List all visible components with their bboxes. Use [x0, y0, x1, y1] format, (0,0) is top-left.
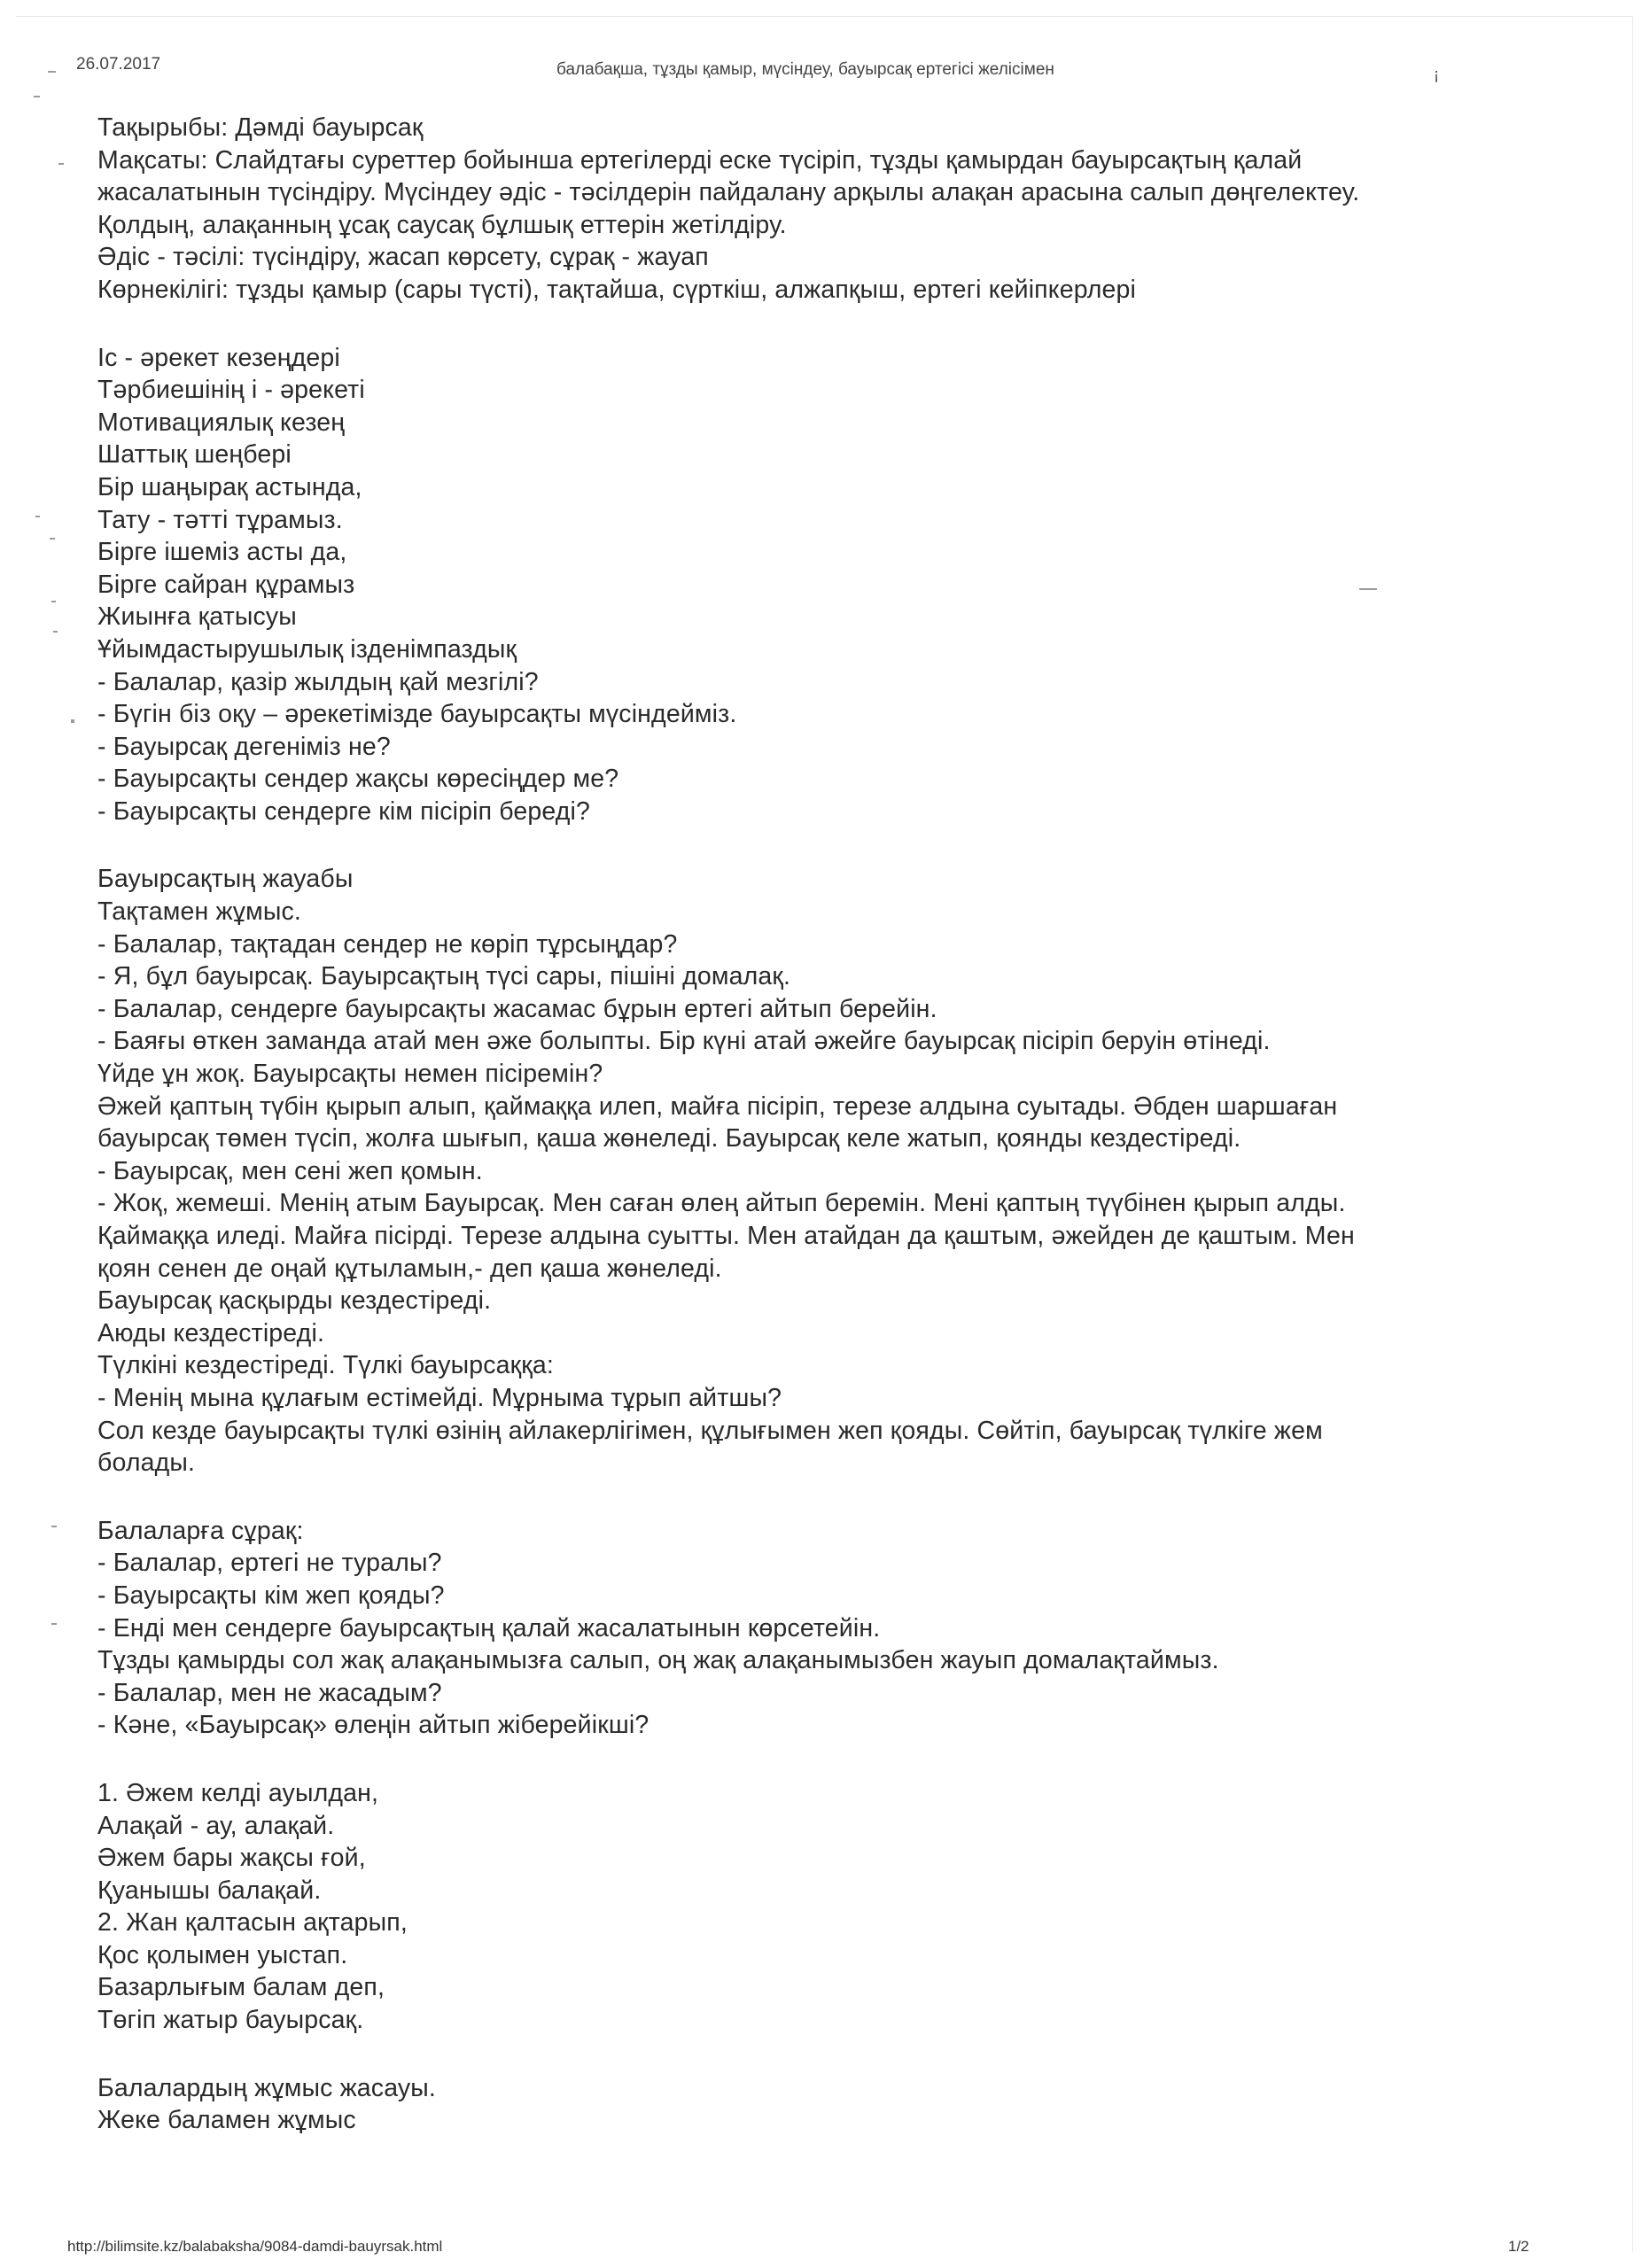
- text-line: - Я, бұл бауырсақ. Бауырсақтың түсі сары, пішіні домалақ.: [97, 962, 791, 991]
- questions-block: [97, 1515, 1568, 1742]
- text-line: Іс - әрекет кезеңдері: [97, 343, 340, 372]
- page-header: [0, 55, 1649, 90]
- scan-speck: [50, 538, 55, 540]
- header-title: балабақша, тұзды қамыр, мүсіндеу, бауырсақ ертегісі желісімен: [556, 60, 1054, 79]
- scan-speck: [58, 163, 64, 165]
- song-line: Қуанышы балақай.: [97, 1876, 322, 1905]
- song-line: Базарлығым балам деп,: [97, 1973, 385, 2002]
- text-line: Қаймаққа иледі. Майға пісірді. Терезе алдына суытты. Мен атайдан да қаштым, әжейден де қаштым. Мен: [97, 1222, 1355, 1250]
- activity-block: [97, 342, 1568, 828]
- method-line: Әдіс - тәсілі: түсіндіру, жасап көрсету, сұрақ - жауап: [97, 243, 709, 272]
- text-line: Ұйымдастырушылық ізденімпаздық: [97, 634, 517, 664]
- goal-line: жасалатынын түсіндіру. Мүсіндеу әдіс - тәсілдерін пайдалану арқылы алақан арасына салып дөңгелектеу.: [97, 178, 1360, 207]
- song-line: Алақай - ау, алақай.: [97, 1811, 335, 1840]
- text-line: - Кәне, «Бауырсақ» өлеңін айтып жіберейікші?: [97, 1711, 649, 1740]
- text-line: Жиынға қатысуы: [97, 602, 297, 632]
- text-line: Мотивациялық кезең: [97, 408, 346, 437]
- spacer: [97, 1480, 1568, 1515]
- scan-speck: [51, 601, 56, 602]
- text-line: Үйде ұн жоқ. Бауырсақты немен пісіремін?: [97, 1060, 603, 1089]
- spacer: [97, 307, 1568, 342]
- text-line: Бірге ішеміз асты да,: [97, 538, 347, 567]
- scan-speck: [48, 71, 56, 73]
- text-line: Бір шаңырақ астында,: [97, 472, 362, 501]
- text-line: Әжей қаптың түбін қырып алып, қаймаққа илеп, майға пісіріп, терезе алдына суытады. Әбден шаршаған: [97, 1091, 1338, 1121]
- song-line: Қос қолымен уыстап.: [97, 1940, 348, 1969]
- text-line: - Бауырсақты сендерге кім пісіріп береді?: [97, 796, 591, 826]
- text-line: - Балалар, қазір жылдың қай мезгілі?: [97, 667, 539, 696]
- text-line: Тұзды қамырды сол жақ алақанымызға салып, оң жақ алақанымызбен жауып домалақтаймыз.: [97, 1646, 1219, 1675]
- text-line: Бауырсақ қасқырды кездестіреді.: [97, 1286, 492, 1316]
- scan-speck: [71, 719, 74, 723]
- text-line: Тақтамен жұмыс.: [97, 897, 301, 927]
- header-date: 26.07.2017: [76, 55, 161, 74]
- text-line: Түлкіні кездестіреді. Түлкі бауырсаққа:: [97, 1351, 554, 1380]
- song-block: [97, 1777, 1568, 2037]
- text-line: - Бауырсақты кім жеп қояды?: [97, 1581, 445, 1610]
- text-line: Бауырсақтың жауабы: [97, 865, 354, 894]
- text-line: - Бауырсақ, мен сені жеп қомын.: [97, 1156, 483, 1185]
- header-mark: ¡: [1434, 66, 1439, 83]
- song-line: 1. Әжем келді ауылдан,: [97, 1778, 379, 1807]
- song-line: Әжем бары жақсы ғой,: [97, 1844, 366, 1873]
- song-line: Төгіп жатыр бауырсақ.: [97, 2006, 364, 2035]
- song-line: 2. Жан қалтасын ақтарып,: [97, 1908, 408, 1938]
- text-line: Тату - тәтті тұрамыз.: [97, 505, 343, 534]
- materials-line: Көрнекілігі: тұзды қамыр (сары түсті), тақтайша, сүрткіш, алжапқыш, ертегі кейіпкерлері: [97, 275, 1136, 304]
- scan-speck: [35, 516, 40, 517]
- closing-block: [97, 2072, 1568, 2137]
- text-line: Тәрбиешінің і - әрекеті: [97, 376, 365, 405]
- scan-speck: [51, 1526, 57, 1527]
- spacer: [97, 1742, 1568, 1777]
- spacer: [97, 827, 1568, 863]
- text-line: Шаттық шеңбері: [97, 440, 292, 470]
- intro-block: [97, 112, 1568, 307]
- page-number: 1/2: [1508, 2238, 1529, 2255]
- text-line: Аюды кездестіреді.: [97, 1318, 325, 1348]
- text-line: - Балалар, ертегі не туралы?: [97, 1549, 442, 1578]
- text-line: Сол кезде бауырсақты түлкі өзінің айлакерлігімен, құлығымен жеп қояды. Сөйтіп, бауырсақ түлкіге жем: [97, 1416, 1323, 1445]
- goal-line: Қолдың, алақанның ұсақ саусақ бұлшық еттерін жетілдіру.: [97, 210, 787, 239]
- footer-url: http://bilimsite.kz/balabaksha/9084-damdi-bauyrsak.html: [67, 2238, 443, 2255]
- text-line: қоян сенен де оңай құтыламын,- деп қаша жөнеледі.: [97, 1254, 722, 1283]
- text-line: - Бауырсақ дегеніміз не?: [97, 732, 391, 761]
- text-line: Балалардың жұмыс жасауы.: [97, 2073, 436, 2102]
- document-body: [97, 112, 1568, 2137]
- text-line: - Бауырсақты сендер жақсы көресіңдер ме?: [97, 765, 619, 794]
- text-line: - Балалар, сендерге бауырсақты жасамас бұрын ертегі айтып берейін.: [97, 994, 937, 1023]
- story-block: [97, 863, 1568, 1479]
- scan-speck: [34, 96, 40, 97]
- text-line: Жеке баламен жұмыс: [97, 2106, 356, 2135]
- goal-line: Мақсаты: Слайдтағы суреттер бойынша ертегілерді еске түсіріп, тұзды қамырдан бауырсақтың қалай: [97, 145, 1303, 175]
- text-line: - Менің мына құлағым естімейді. Мұрныма тұрып айтшы?: [97, 1383, 782, 1412]
- text-line: - Балалар, мен не жасадым?: [97, 1678, 442, 1707]
- scan-speck: [51, 1623, 57, 1625]
- text-line: - Баяғы өткен заманда атай мен әже болыпты. Бір күні атай әжейге бауырсақ пісіріп беруін өтінеді.: [97, 1027, 1271, 1056]
- text-line: - Балалар, тақтадан сендер не көріп тұрсыңдар?: [97, 929, 678, 959]
- text-line: - Жоқ, жемеші. Менің атым Бауырсақ. Мен саған өлең айтып беремін. Мені қаптың түүбінен қырып алды.: [97, 1189, 1346, 1218]
- spacer: [97, 2037, 1568, 2072]
- text-line: Бірге сайран құрамыз: [97, 570, 355, 599]
- text-line: - Бүгін біз оқу – әрекетімізде бауырсақты мүсіндейміз.: [97, 700, 737, 729]
- text-line: болады.: [97, 1449, 196, 1478]
- text-line: - Енді мен сендерге бауырсақтың қалай жасалатынын көрсетейін.: [97, 1613, 881, 1643]
- text-line: Балаларға сұрақ:: [97, 1516, 304, 1545]
- text-line: бауырсақ төмен түсіп, жолға шығып, қаша жөнеледі. Бауырсақ келе жатып, қоянды кездестіреді.: [97, 1124, 1241, 1153]
- topic-line: Тақырыбы: Дәмді бауырсақ: [97, 113, 424, 142]
- scan-speck: [53, 631, 58, 633]
